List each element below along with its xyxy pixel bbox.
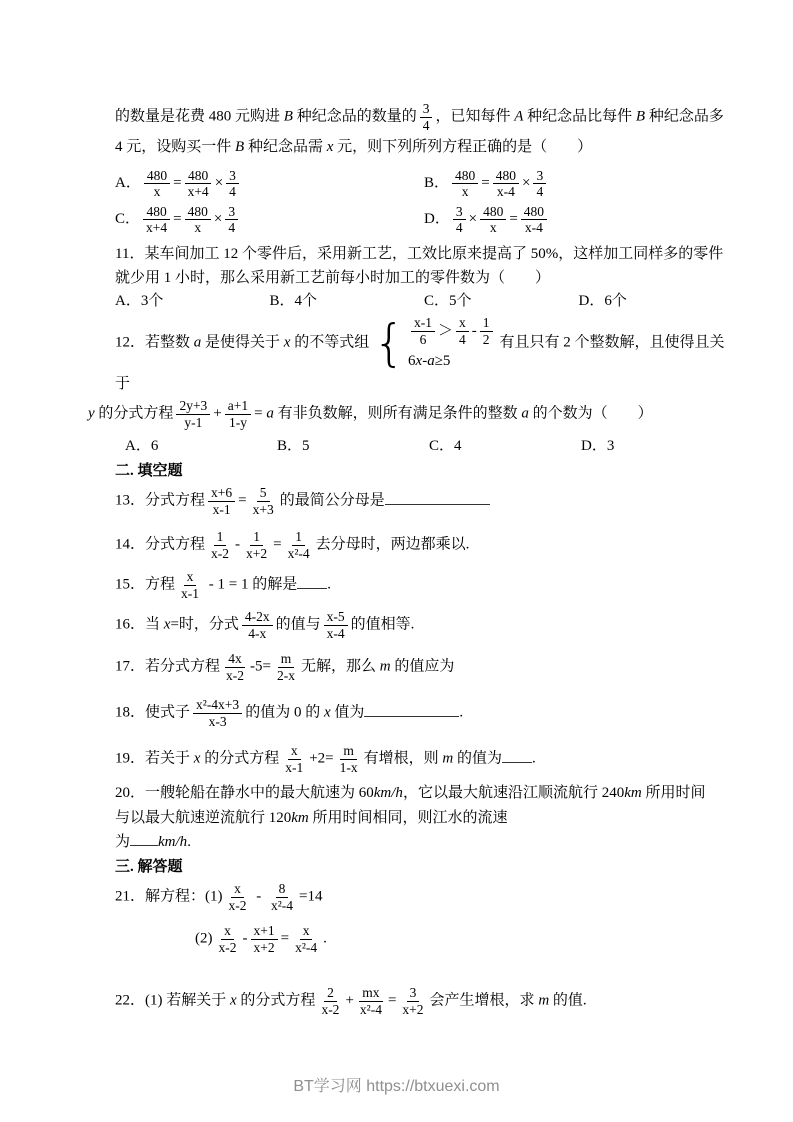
text-run: .	[327, 576, 331, 593]
blank-underline	[385, 490, 490, 504]
fraction-denominator: x+2	[246, 545, 268, 561]
option	[115, 203, 424, 237]
fraction-numerator: 5	[257, 485, 270, 502]
fraction	[185, 168, 212, 200]
text-run: .	[187, 834, 191, 851]
text-run: 去分母时，两边都乘以.	[315, 536, 470, 553]
text-run: -	[422, 353, 428, 370]
option	[115, 290, 270, 313]
text-run: =时，分式	[170, 616, 239, 633]
fraction-denominator: 4	[536, 184, 544, 200]
text-run: 16．当	[115, 616, 164, 633]
text-run: 22．(1) 若解关于	[115, 992, 230, 1009]
text-run: ×	[214, 175, 224, 192]
text-run: 元，则下列所列方程正确的是（ ）	[333, 139, 593, 156]
q22-part-1	[115, 984, 733, 1018]
fraction	[282, 743, 306, 775]
text-run: 的值与	[275, 616, 321, 633]
text-run: =	[173, 211, 182, 228]
fraction-denominator: x²-4	[359, 1001, 382, 1017]
fraction	[226, 881, 250, 913]
fraction-numerator: 480	[185, 168, 211, 185]
q11-stem-line-2	[115, 267, 733, 290]
fraction-denominator: x	[194, 220, 202, 236]
text-run: m	[538, 992, 550, 1009]
text-run: C．4	[429, 438, 462, 455]
fraction-denominator: x²-4	[271, 897, 294, 913]
fraction-denominator: x+3	[252, 501, 274, 517]
fraction	[216, 923, 240, 955]
text-run: 的值.	[549, 992, 587, 1009]
option	[424, 203, 733, 237]
q18	[115, 696, 733, 730]
fraction-numerator: x	[300, 923, 313, 940]
text-run: 无解，那么	[300, 658, 380, 675]
fraction-denominator: 4	[229, 184, 236, 200]
document-content	[88, 100, 733, 1018]
fraction-numerator: x	[221, 923, 234, 940]
text-run: -	[235, 536, 241, 553]
text-run: B．4个	[269, 292, 318, 309]
q14	[115, 528, 733, 562]
fraction-numerator: 8	[276, 881, 289, 898]
q13	[115, 484, 733, 518]
fraction-numerator: 480	[143, 204, 169, 221]
text-run: 有且只有 2 个整数解，且使得且关于	[115, 334, 725, 392]
fraction	[399, 985, 426, 1017]
text-run: ×	[468, 211, 478, 228]
fraction-numerator: 480	[521, 204, 547, 221]
option	[579, 290, 734, 313]
section-answer-questions	[115, 856, 733, 879]
fraction-numerator: 480	[480, 204, 506, 221]
q21-part-1	[115, 880, 733, 914]
inequality-system	[373, 314, 495, 373]
fraction-denominator: 4	[459, 331, 466, 347]
fraction	[480, 204, 506, 236]
text-run: m	[379, 658, 391, 675]
fraction-denominator: x+2	[402, 1001, 424, 1017]
fraction-denominator: x-3	[208, 713, 227, 729]
text-run: (2)	[195, 930, 213, 947]
text-run: B．5	[277, 438, 310, 455]
system-row	[408, 350, 496, 373]
text-run: D．	[424, 211, 450, 228]
fraction-numerator: 4x	[225, 651, 245, 668]
text-run: =	[273, 536, 282, 553]
fraction-numerator: 3	[533, 168, 546, 185]
text-run: 的值为 0 的	[245, 704, 324, 721]
text-run: 的不等式组	[290, 334, 370, 351]
text-run: 与以最大航速逆流航行 120	[115, 809, 292, 826]
fraction-numerator: x²-4x+3	[193, 697, 242, 714]
option	[424, 167, 733, 201]
q12-options	[125, 435, 733, 458]
option	[277, 435, 429, 458]
fraction-denominator: x²-4	[287, 545, 310, 561]
fraction-denominator: x	[153, 184, 161, 200]
fraction-denominator: x-2	[228, 897, 247, 913]
text-run: 会产生增根，求	[429, 992, 539, 1009]
text-run: 的分式方程	[94, 405, 174, 422]
fraction	[493, 168, 519, 200]
option	[429, 435, 581, 458]
fraction	[268, 881, 296, 913]
q19	[115, 742, 733, 776]
text-run: x	[326, 139, 334, 156]
text-run: 15．方程	[115, 576, 176, 593]
fraction-denominator: x-2	[226, 667, 245, 683]
text-run: 20．一艘轮船在静水中的最大航速为 60	[115, 785, 374, 802]
text-run: ×	[213, 211, 223, 228]
text-run: -	[242, 930, 248, 947]
fraction	[285, 529, 313, 561]
text-run: x	[230, 992, 237, 1009]
text-run: =	[481, 175, 490, 192]
fraction	[208, 529, 232, 561]
text-run: y	[88, 405, 95, 422]
text-run: +	[345, 992, 354, 1009]
fraction-denominator: x-1	[212, 501, 231, 517]
text-run: .	[532, 750, 536, 767]
text-run: 的值为	[453, 750, 502, 767]
text-run: km	[624, 785, 642, 802]
fraction	[452, 168, 478, 200]
text-run: 种纪念品比每件	[523, 108, 636, 125]
fraction-denominator: x+2	[253, 939, 275, 955]
fraction	[223, 651, 247, 683]
fraction	[185, 204, 211, 236]
fraction	[411, 315, 435, 347]
text-run: =14	[299, 888, 323, 905]
text-run: 的分式方程	[236, 992, 316, 1009]
text-run: =	[173, 175, 182, 192]
blank-underline	[297, 574, 327, 588]
text-run: A．3个	[115, 292, 164, 309]
text-run: x	[163, 616, 171, 633]
text-run: ×	[521, 175, 531, 192]
option	[424, 290, 579, 313]
text-run: ≥5	[434, 353, 451, 370]
text-run: 是使得关于	[201, 334, 284, 351]
q20-line-2	[115, 807, 733, 830]
fraction-numerator: 1	[480, 315, 493, 332]
fraction	[324, 609, 348, 641]
fraction	[176, 398, 210, 430]
text-run: ，已知每件	[435, 108, 515, 125]
text-run: 的分式方程	[200, 750, 280, 767]
system-rows	[408, 314, 496, 373]
q10-stem-line-2	[115, 136, 733, 159]
fraction-numerator: x	[456, 315, 469, 332]
fraction-denominator: x-1	[285, 759, 304, 775]
blank-underline	[364, 703, 459, 717]
q12-stem-line-1	[115, 314, 733, 395]
q10-options-row-1	[115, 167, 733, 201]
text-run: 二. 填空题	[115, 462, 183, 479]
fraction-numerator: m	[278, 651, 295, 668]
fraction	[143, 204, 170, 236]
fraction-numerator: 2y+3	[176, 398, 210, 415]
fraction-numerator: x	[231, 881, 244, 898]
text-run: a	[521, 405, 529, 422]
section-fill-in-blanks	[115, 460, 733, 483]
fraction-denominator: y-1	[184, 414, 203, 430]
text-run: =	[509, 211, 518, 228]
text-run: .	[323, 930, 327, 947]
text-run: 的值应为	[390, 658, 455, 675]
text-run: km/h	[373, 785, 403, 802]
text-run: 6	[408, 353, 416, 370]
fraction-denominator: 4	[422, 117, 430, 133]
fraction-denominator: x	[461, 184, 469, 200]
fraction	[178, 569, 202, 601]
fraction-numerator: x-5	[324, 609, 348, 626]
text-run: x	[415, 353, 423, 370]
text-run: B	[283, 108, 293, 125]
fraction	[337, 743, 361, 775]
text-run: =	[387, 992, 397, 1009]
text-run: +2=	[309, 750, 334, 767]
fraction-numerator: 3	[407, 985, 420, 1002]
fraction-numerator: 1	[250, 529, 263, 546]
fraction-denominator: x+4	[146, 220, 168, 236]
fraction-denominator: 4	[228, 220, 236, 236]
fraction-denominator: 4	[455, 220, 463, 236]
q11-options	[115, 290, 733, 313]
fraction	[225, 204, 238, 236]
text-run: x	[193, 750, 201, 767]
text-run: m	[442, 750, 454, 767]
text-run: 11．某车间加工 12 个零件后，采用新工艺，工效比原来提高了 50%，这样加工同样多的零件	[115, 245, 724, 262]
option	[115, 167, 424, 201]
fraction	[208, 485, 235, 517]
text-run: =	[238, 492, 247, 509]
q20-line-1	[115, 782, 733, 805]
q10-options-row-2	[115, 203, 733, 237]
q21-part-2	[195, 922, 733, 956]
fraction	[225, 398, 251, 430]
text-run: 所用时间	[641, 785, 706, 802]
text-run: A．6	[125, 438, 159, 455]
fraction-numerator: 3	[420, 101, 433, 118]
text-run: 21．解方程：(1)	[115, 888, 223, 905]
fraction	[292, 923, 320, 955]
fraction-denominator: x-4	[496, 184, 515, 200]
text-run: -	[252, 888, 265, 905]
fraction-numerator: x+1	[251, 923, 278, 940]
text-run: 就少用 1 小时，那么采用新工艺前每小时加工的零件数为（ ）	[115, 270, 551, 287]
text-run: B	[235, 139, 245, 156]
fraction-numerator: x	[288, 743, 301, 760]
fraction-denominator: 6	[419, 331, 427, 347]
fraction-numerator: 2	[324, 985, 337, 1002]
text-run: 的最简公分母是	[279, 492, 385, 509]
fraction-denominator: x²-4	[295, 939, 318, 955]
fraction	[243, 529, 270, 561]
text-run: -5=	[250, 658, 271, 675]
q16	[115, 608, 733, 642]
text-run: 14．分式方程	[115, 536, 206, 553]
fraction	[456, 315, 469, 347]
text-run: A．	[115, 175, 141, 192]
fraction-numerator: 3	[453, 204, 466, 221]
fraction	[274, 651, 298, 683]
q12-stem-line-2	[88, 397, 733, 431]
fraction-denominator: x-2	[321, 1001, 340, 1017]
fraction-denominator: x-4	[326, 625, 345, 641]
fraction	[357, 985, 385, 1017]
q17	[115, 650, 733, 684]
fraction-numerator: 480	[185, 204, 211, 221]
fraction-denominator: x	[489, 220, 497, 236]
fraction-denominator: x-1	[181, 585, 200, 601]
text-run: km/h	[158, 834, 188, 851]
text-run: x	[283, 334, 291, 351]
text-run: 的数量是花费 480 元购进	[115, 108, 284, 125]
text-run: B	[635, 108, 646, 125]
text-run: ，它以最大航速沿江顺流航行 240	[402, 785, 625, 802]
text-run: D．6个	[578, 292, 627, 309]
q11-stem-line-1	[115, 243, 733, 266]
fraction-numerator: 480	[452, 168, 478, 185]
option	[125, 435, 277, 458]
fraction-numerator: 1	[292, 529, 305, 546]
text-run: 19．若关于	[115, 750, 194, 767]
fraction-numerator: m	[340, 743, 357, 760]
fraction-denominator: x-2	[218, 939, 237, 955]
fraction-denominator: 1-x	[339, 759, 358, 775]
fraction-numerator: x+6	[208, 485, 235, 502]
fraction	[480, 315, 493, 347]
fraction-denominator: 2-x	[276, 667, 295, 683]
fraction	[533, 168, 546, 200]
fraction-denominator: 1-y	[228, 414, 247, 430]
text-run: 为	[115, 834, 131, 851]
fraction-denominator: x-2	[211, 545, 230, 561]
option	[581, 435, 733, 458]
fraction-denominator: x+4	[187, 184, 209, 200]
text-run: C．5个	[424, 292, 472, 309]
fraction	[250, 485, 277, 517]
text-run: 有增根，则	[363, 750, 443, 767]
q10-stem-line-1	[115, 100, 733, 134]
fraction	[144, 168, 170, 200]
fraction	[420, 101, 433, 133]
fraction-numerator: 4-2x	[242, 609, 273, 626]
q15	[115, 568, 733, 602]
text-run: B．	[424, 175, 450, 192]
fraction	[226, 168, 239, 200]
text-run: 种纪念品需	[244, 139, 327, 156]
text-run: =	[280, 930, 290, 947]
text-run: D．3	[581, 438, 615, 455]
text-run: 种纪念品多	[645, 108, 724, 125]
text-run: 4 元，设购买一件	[115, 139, 236, 156]
text-run: -	[471, 322, 477, 339]
footer-watermark-text: BT学习网 https://btxuexi.com	[293, 1078, 500, 1095]
text-run: - 1 = 1 的解是	[205, 576, 298, 593]
blank-underline	[502, 749, 532, 763]
fraction-numerator: a+1	[225, 398, 251, 415]
text-run: a	[266, 405, 274, 422]
fraction-denominator: 4-x	[248, 625, 267, 641]
text-run: a	[427, 353, 435, 370]
fraction-denominator: x-4	[524, 220, 543, 236]
fraction-numerator: 480	[144, 168, 170, 185]
fraction	[242, 609, 273, 641]
text-run: 的值相等.	[350, 616, 415, 633]
fraction-numerator: 480	[493, 168, 519, 185]
fraction-numerator: x-1	[411, 315, 435, 332]
text-run: ＞	[438, 322, 454, 339]
text-run: +	[213, 405, 222, 422]
footer	[0, 1073, 793, 1096]
fraction-numerator: 3	[226, 168, 239, 185]
text-run: 种纪念品的数量的	[292, 108, 417, 125]
text-run: km	[291, 809, 309, 826]
text-run: 三. 解答题	[115, 858, 183, 875]
fraction-denominator: 2	[482, 331, 490, 347]
option	[270, 290, 425, 313]
text-run: C．	[115, 211, 141, 228]
text-run: a	[193, 334, 202, 351]
fraction	[521, 204, 547, 236]
q20-line-3	[115, 831, 733, 854]
fraction-numerator: 1	[214, 529, 227, 546]
fraction	[453, 204, 466, 236]
text-run: 12．若整数	[115, 334, 194, 351]
text-run: 所用时间相同，则江水的流速	[308, 809, 508, 826]
fraction	[318, 985, 342, 1017]
text-run: x	[323, 704, 331, 721]
text-run: 13．分式方程	[115, 492, 206, 509]
system-row	[408, 314, 496, 348]
text-run: .	[459, 704, 464, 721]
fraction	[251, 923, 278, 955]
fraction	[193, 697, 242, 729]
text-run: 的个数为（ ）	[528, 405, 653, 422]
fraction-numerator: x	[184, 569, 197, 586]
left-brace-icon: {	[373, 314, 406, 373]
text-run: 17．若分式方程	[115, 658, 221, 675]
text-run: 值为	[330, 704, 365, 721]
fraction-numerator: 3	[225, 204, 238, 221]
text-run: A	[514, 108, 524, 125]
text-run: 有非负数解，则所有满足条件的整数	[273, 405, 522, 422]
fraction-numerator: mx	[359, 985, 382, 1002]
text-run: =	[254, 405, 267, 422]
blank-underline	[130, 832, 158, 846]
text-run: 18．使式子	[115, 704, 191, 721]
